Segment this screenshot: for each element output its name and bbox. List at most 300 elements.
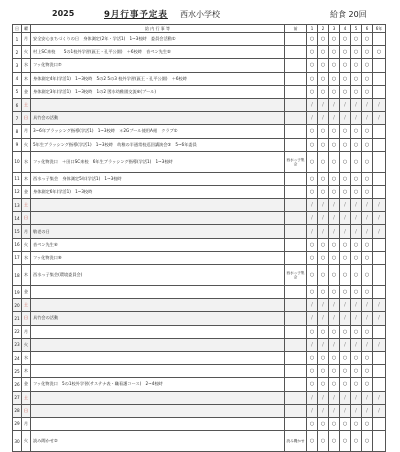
period-mark: ○	[307, 365, 318, 378]
period-mark: /	[362, 299, 373, 312]
period-mark: ○	[307, 351, 318, 364]
period-mark: ○	[340, 238, 351, 251]
period-mark: ○	[329, 46, 340, 59]
weekday-cell: 月	[22, 325, 31, 338]
day-cell: 2	[13, 46, 22, 59]
note-cell	[285, 404, 307, 417]
table-row	[13, 378, 386, 391]
period-mark: ○	[340, 185, 351, 198]
period-mark: /	[362, 98, 373, 111]
event-cell: 安全安心まちづくりの日 身体測定(2年・学活1) 1~3校時 委員会活動①	[31, 33, 285, 46]
period-mark: /	[307, 199, 318, 212]
period-mark: ○	[307, 85, 318, 98]
note-cell	[285, 125, 307, 138]
period-mark: /	[351, 225, 362, 238]
period-mark: ○	[351, 431, 362, 452]
period-mark: ○	[329, 378, 340, 391]
note-cell	[285, 365, 307, 378]
period-mark: /	[329, 312, 340, 325]
period-mark: /	[362, 338, 373, 351]
period-mark: ○	[318, 85, 329, 98]
period-mark: ○	[362, 251, 373, 264]
period-mark: ○	[362, 286, 373, 299]
weekday-cell: 火	[22, 238, 31, 251]
table-row	[13, 98, 386, 111]
table-row	[13, 431, 386, 452]
period-mark: ○	[351, 46, 362, 59]
day-cell: 5	[13, 85, 22, 98]
period-mark: ○	[307, 238, 318, 251]
weekday-cell: 木	[22, 365, 31, 378]
weekday-cell: 木	[22, 172, 31, 185]
period-mark: ○	[340, 431, 351, 452]
period-mark: ○	[329, 72, 340, 85]
period-mark: ○	[329, 251, 340, 264]
note-cell	[285, 391, 307, 404]
period-mark: /	[329, 212, 340, 225]
period-mark: ○	[318, 59, 329, 72]
period-mark: /	[373, 338, 386, 351]
period-mark: /	[318, 312, 329, 325]
period-mark: ○	[351, 172, 362, 185]
period-mark: /	[340, 199, 351, 212]
period-mark: ○	[318, 431, 329, 452]
period-mark: ○	[329, 265, 340, 286]
period-mark: ○	[307, 59, 318, 72]
period-mark: ○	[351, 33, 362, 46]
note-cell	[285, 351, 307, 364]
table-row	[13, 85, 386, 98]
weekday-cell: 月	[22, 417, 31, 430]
note-cell	[285, 378, 307, 391]
period-mark: ○	[329, 33, 340, 46]
day-cell: 27	[13, 391, 22, 404]
period-mark: ○	[318, 351, 329, 364]
period-mark: /	[373, 212, 386, 225]
period-mark: ○	[351, 125, 362, 138]
period-mark: ○	[318, 238, 329, 251]
weekday-cell: 火	[22, 46, 31, 59]
period-mark: ○	[329, 351, 340, 364]
period-mark: ○	[329, 125, 340, 138]
weekday-cell: 土	[22, 391, 31, 404]
weekday-cell: 水	[22, 151, 31, 172]
col-period-1: 1	[307, 25, 318, 33]
period-mark: ○	[340, 125, 351, 138]
period-mark	[373, 351, 386, 364]
event-cell: 読み聞かせ②	[31, 431, 285, 452]
note-cell	[285, 286, 307, 299]
period-mark: /	[373, 391, 386, 404]
note-cell	[285, 138, 307, 151]
period-mark: /	[340, 98, 351, 111]
table-row	[13, 404, 386, 417]
note-cell	[285, 225, 307, 238]
day-cell: 22	[13, 325, 22, 338]
period-mark: ○	[329, 138, 340, 151]
period-mark: ○	[318, 265, 329, 286]
period-mark: ○	[362, 59, 373, 72]
table-row	[13, 212, 386, 225]
period-mark: ○	[351, 85, 362, 98]
period-mark: /	[307, 212, 318, 225]
period-mark: /	[362, 199, 373, 212]
event-cell	[31, 325, 285, 338]
period-mark: /	[318, 199, 329, 212]
period-mark: ○	[318, 72, 329, 85]
event-cell	[31, 351, 285, 364]
period-mark: ○	[329, 59, 340, 72]
period-mark: ○	[318, 325, 329, 338]
period-mark: ○	[340, 85, 351, 98]
event-cell	[31, 391, 285, 404]
period-mark: ○	[318, 417, 329, 430]
period-mark: /	[340, 225, 351, 238]
period-mark: /	[307, 225, 318, 238]
period-mark: /	[340, 299, 351, 312]
period-mark	[373, 431, 386, 452]
weekday-cell: 日	[22, 404, 31, 417]
note-cell	[285, 417, 307, 430]
schedule-sheet	[12, 6, 385, 452]
table-row	[13, 265, 386, 286]
day-cell: 29	[13, 417, 22, 430]
period-mark: /	[307, 404, 318, 417]
event-cell	[31, 338, 285, 351]
table-row	[13, 299, 386, 312]
period-mark: ○	[318, 365, 329, 378]
event-cell	[31, 299, 285, 312]
period-mark	[373, 286, 386, 299]
day-cell: 15	[13, 225, 22, 238]
period-mark	[373, 378, 386, 391]
period-mark	[373, 172, 386, 185]
period-mark: ○	[329, 325, 340, 338]
table-row	[13, 312, 386, 325]
day-cell: 28	[13, 404, 22, 417]
year-label: 2025	[52, 9, 75, 18]
period-mark: ○	[307, 172, 318, 185]
event-cell: フッ化物洗口 5の1校外学習(サステナ表・職看護コース) 2~4校時	[31, 378, 285, 391]
period-mark: /	[351, 199, 362, 212]
period-mark: /	[318, 299, 329, 312]
period-mark: ○	[362, 325, 373, 338]
event-cell: フッ化物洗口 ＋田口SC来校 6年生ブラッシング指導(学活1) 1~3校時	[31, 151, 285, 172]
weekday-cell: 水	[22, 351, 31, 364]
event-cell: 音ペン先生⑥	[31, 238, 285, 251]
period-mark: /	[340, 312, 351, 325]
period-mark	[373, 59, 386, 72]
table-row	[13, 238, 386, 251]
period-mark: ○	[307, 125, 318, 138]
note-cell	[285, 112, 307, 125]
period-mark: /	[362, 225, 373, 238]
period-mark: ○	[307, 325, 318, 338]
table-row	[13, 46, 386, 59]
period-mark: ○	[318, 151, 329, 172]
period-mark: /	[362, 404, 373, 417]
period-mark: /	[351, 112, 362, 125]
period-mark: ○	[307, 46, 318, 59]
period-mark: ○	[329, 151, 340, 172]
note-cell	[285, 238, 307, 251]
col-period-4: 4	[340, 25, 351, 33]
period-mark: ○	[362, 125, 373, 138]
period-mark: ○	[329, 365, 340, 378]
period-mark: /	[318, 98, 329, 111]
period-mark: ○	[362, 185, 373, 198]
period-mark: ○	[362, 238, 373, 251]
period-mark: /	[329, 199, 340, 212]
table-row	[13, 225, 386, 238]
period-mark: ○	[340, 325, 351, 338]
event-cell: 西水っ子集会 身体測定5年(学活1) 1~3校時	[31, 172, 285, 185]
period-mark: /	[362, 112, 373, 125]
event-cell: 5年生ブラッシング指導(学活1) 1~3校時 幼稚の半通常校巡回講演会③ 5~6年委員	[31, 138, 285, 151]
note-cell	[285, 325, 307, 338]
period-mark: ○	[329, 185, 340, 198]
period-mark: ○	[318, 33, 329, 46]
period-mark: /	[340, 212, 351, 225]
period-mark: ○	[329, 286, 340, 299]
note-cell	[285, 59, 307, 72]
day-cell: 18	[13, 265, 22, 286]
day-cell: 12	[13, 185, 22, 198]
period-mark: ○	[340, 417, 351, 430]
sheet-header	[12, 6, 385, 24]
event-cell: フッ化物洗口⑦	[31, 59, 285, 72]
col-note: 前	[285, 25, 307, 33]
event-cell: 身体測定6年(学活1) 1~3校時	[31, 185, 285, 198]
period-mark: ○	[307, 417, 318, 430]
period-mark: /	[362, 312, 373, 325]
period-mark: ○	[362, 265, 373, 286]
note-cell	[285, 199, 307, 212]
period-mark: /	[318, 225, 329, 238]
period-mark: ○	[307, 431, 318, 452]
period-mark: /	[329, 404, 340, 417]
table-row	[13, 199, 386, 212]
period-mark: ○	[351, 417, 362, 430]
period-mark: ○	[318, 286, 329, 299]
period-mark: /	[351, 212, 362, 225]
period-mark: /	[362, 391, 373, 404]
period-mark	[373, 238, 386, 251]
period-mark: ○	[340, 172, 351, 185]
period-mark: ○	[329, 172, 340, 185]
page-title: 9月行事予定表	[104, 10, 168, 20]
table-row	[13, 351, 386, 364]
col-week: 曜	[22, 25, 31, 33]
period-mark: /	[318, 338, 329, 351]
weekday-cell: 金	[22, 85, 31, 98]
weekday-cell: 金	[22, 378, 31, 391]
period-mark: ○	[318, 46, 329, 59]
period-mark: ○	[351, 238, 362, 251]
day-cell: 8	[13, 125, 22, 138]
table-row	[13, 185, 386, 198]
period-mark: ○	[351, 251, 362, 264]
lunch-count: 給食 20回	[330, 10, 367, 19]
note-cell: 読み聞かせ	[285, 431, 307, 452]
period-mark: /	[362, 212, 373, 225]
period-mark: ○	[307, 251, 318, 264]
event-cell	[31, 417, 285, 430]
period-mark: ○	[318, 172, 329, 185]
weekday-cell: 土	[22, 98, 31, 111]
day-cell: 7	[13, 112, 22, 125]
period-mark: ○	[351, 151, 362, 172]
period-mark: ○	[307, 72, 318, 85]
period-mark: /	[329, 112, 340, 125]
period-mark: ○	[362, 431, 373, 452]
weekday-cell: 火	[22, 138, 31, 151]
period-mark: /	[307, 98, 318, 111]
period-mark: ○	[351, 351, 362, 364]
day-cell: 20	[13, 299, 22, 312]
day-cell: 17	[13, 251, 22, 264]
col-period-extra: 6年	[373, 25, 386, 33]
weekday-cell: 木	[22, 265, 31, 286]
note-cell	[285, 212, 307, 225]
event-cell	[31, 286, 285, 299]
weekday-cell: 火	[22, 431, 31, 452]
period-mark: /	[318, 212, 329, 225]
period-mark: /	[318, 404, 329, 417]
period-mark	[373, 72, 386, 85]
period-mark: ○	[362, 33, 373, 46]
period-mark: /	[351, 98, 362, 111]
period-mark: ○	[340, 151, 351, 172]
period-mark: ○	[318, 378, 329, 391]
period-mark: ○	[307, 138, 318, 151]
period-mark: /	[351, 312, 362, 325]
period-mark: /	[307, 338, 318, 351]
period-mark: /	[373, 225, 386, 238]
note-cell	[285, 299, 307, 312]
period-mark	[373, 85, 386, 98]
period-mark: ○	[307, 265, 318, 286]
weekday-cell: 日	[22, 112, 31, 125]
period-mark: /	[351, 299, 362, 312]
day-cell: 23	[13, 338, 22, 351]
event-cell: 身体測定4年(学活1) 1~3校時 5の2 5の3 校外学習(區王・孔平公園) ＋6校時	[31, 72, 285, 85]
period-mark	[373, 251, 386, 264]
period-mark: ○	[318, 251, 329, 264]
period-mark: /	[307, 299, 318, 312]
period-mark: ○	[373, 46, 386, 59]
note-cell: 西水っ子集会	[285, 151, 307, 172]
note-cell	[285, 33, 307, 46]
table-row	[13, 125, 386, 138]
schedule-table	[12, 24, 386, 452]
event-cell: 村上SC来校 5の1校外学習(區王・孔平公園) ＋6校時 音ペン先生⑤	[31, 46, 285, 59]
period-mark: ○	[318, 185, 329, 198]
period-mark: /	[340, 112, 351, 125]
period-mark: ○	[307, 185, 318, 198]
period-mark: /	[329, 299, 340, 312]
table-row	[13, 338, 386, 351]
weekday-cell: 水	[22, 251, 31, 264]
period-mark: ○	[329, 417, 340, 430]
period-mark: ○	[351, 72, 362, 85]
day-cell: 30	[13, 431, 22, 452]
period-mark	[373, 125, 386, 138]
period-mark	[373, 151, 386, 172]
note-cell	[285, 338, 307, 351]
day-cell: 9	[13, 138, 22, 151]
table-row	[13, 33, 386, 46]
period-mark: ○	[340, 72, 351, 85]
day-cell: 13	[13, 199, 22, 212]
event-cell	[31, 404, 285, 417]
period-mark: /	[307, 112, 318, 125]
period-mark: /	[318, 112, 329, 125]
period-mark: ○	[362, 138, 373, 151]
table-header-row	[13, 25, 386, 33]
day-cell: 25	[13, 365, 22, 378]
weekday-cell: 土	[22, 299, 31, 312]
period-mark: ○	[340, 251, 351, 264]
event-cell	[31, 365, 285, 378]
period-mark: /	[351, 338, 362, 351]
school-name: 西水小学校	[180, 10, 220, 19]
period-mark: /	[318, 391, 329, 404]
weekday-cell: 火	[22, 338, 31, 351]
period-mark: /	[351, 404, 362, 417]
period-mark: ○	[329, 85, 340, 98]
event-cell: 身体測定3年(学活1) 1~3校時 1の2 図水幼稚園交流⑥(プール)	[31, 85, 285, 98]
period-mark: ○	[307, 151, 318, 172]
period-mark: ○	[351, 325, 362, 338]
weekday-cell: 日	[22, 312, 31, 325]
note-cell	[285, 98, 307, 111]
period-mark: /	[329, 98, 340, 111]
period-mark: ○	[362, 365, 373, 378]
period-mark: ○	[340, 351, 351, 364]
period-mark: ○	[307, 33, 318, 46]
period-mark	[373, 33, 386, 46]
table-row	[13, 72, 386, 85]
note-cell	[285, 72, 307, 85]
period-mark: ○	[362, 172, 373, 185]
event-cell: 西水っ子集会(環境委員会)	[31, 265, 285, 286]
table-row	[13, 172, 386, 185]
note-cell	[285, 172, 307, 185]
period-mark: ○	[340, 286, 351, 299]
day-cell: 26	[13, 378, 22, 391]
period-mark: ○	[340, 265, 351, 286]
day-cell: 4	[13, 72, 22, 85]
period-mark: ○	[351, 185, 362, 198]
period-mark: ○	[351, 265, 362, 286]
table-row	[13, 325, 386, 338]
weekday-cell: 金	[22, 286, 31, 299]
col-period-2: 2	[318, 25, 329, 33]
event-cell	[31, 212, 285, 225]
period-mark: /	[340, 404, 351, 417]
period-mark	[373, 365, 386, 378]
weekday-cell: 月	[22, 225, 31, 238]
weekday-cell: 日	[22, 212, 31, 225]
period-mark: ○	[351, 378, 362, 391]
weekday-cell: 月	[22, 125, 31, 138]
col-period-6: 6	[362, 25, 373, 33]
period-mark: ○	[340, 46, 351, 59]
period-mark: ○	[351, 365, 362, 378]
period-mark: /	[373, 299, 386, 312]
col-period-5: 5	[351, 25, 362, 33]
